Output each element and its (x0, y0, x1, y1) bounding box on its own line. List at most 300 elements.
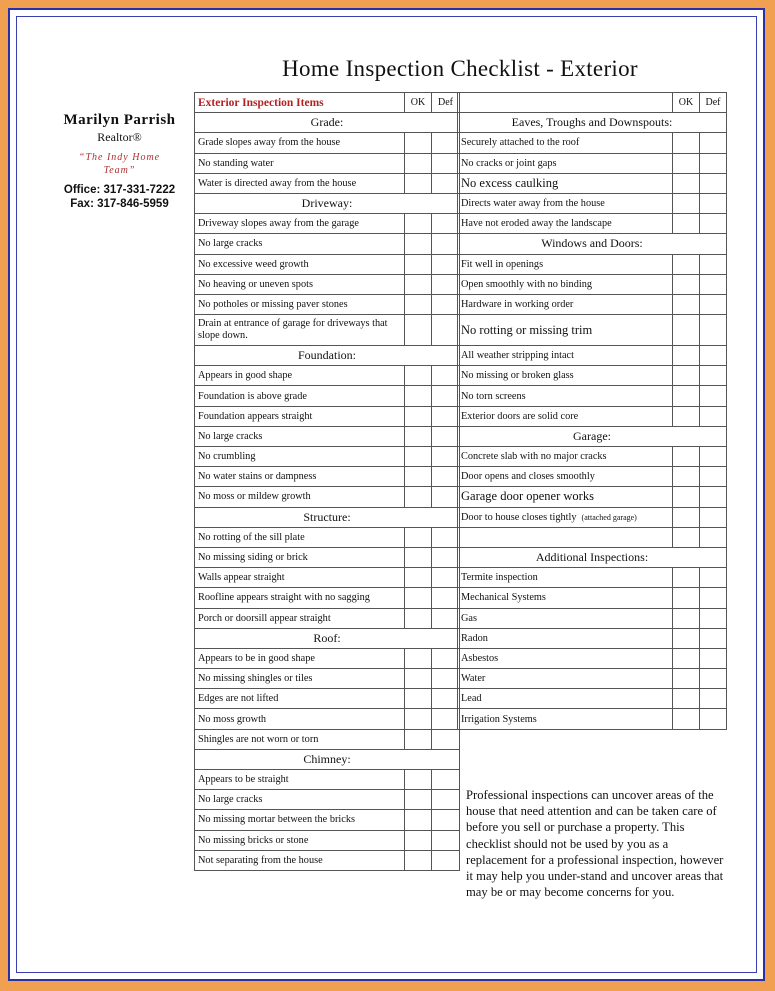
ok-checkbox-cell[interactable] (405, 608, 432, 628)
checklist-row (458, 153, 727, 173)
checklist-item-label (195, 648, 405, 668)
checklist-row (458, 689, 727, 709)
right-checklist-body (458, 113, 727, 729)
checklist-row (458, 133, 727, 153)
def-checkbox-cell[interactable] (432, 568, 460, 588)
right-checklist-table (457, 92, 727, 730)
checklist-row (458, 193, 727, 213)
ok-checkbox-cell[interactable] (673, 568, 700, 588)
ok-checkbox-cell[interactable] (405, 810, 432, 830)
section-header-row (195, 113, 460, 133)
def-checkbox-cell[interactable] (700, 689, 727, 709)
team-name (42, 151, 197, 177)
checklist-item-label (458, 366, 673, 386)
ok-checkbox-cell[interactable] (405, 234, 432, 254)
checklist-item-label (195, 568, 405, 588)
ok-checkbox-cell[interactable] (673, 133, 700, 153)
agent-contact-block (42, 112, 197, 211)
ok-checkbox-cell[interactable] (673, 294, 700, 314)
fax-number: Fax: 317-846-5959 (70, 198, 169, 210)
ok-checkbox-cell[interactable] (405, 850, 432, 870)
checklist-row (458, 346, 727, 366)
item-text: Open smoothly with no binding (461, 278, 592, 290)
ok-checkbox-cell[interactable] (673, 487, 700, 507)
checklist-item-label (195, 729, 405, 749)
checklist-row (195, 274, 460, 294)
checklist-row (458, 366, 727, 386)
item-text: No cracks or joint gaps (461, 157, 557, 169)
def-checkbox-cell[interactable] (700, 628, 727, 648)
checklist-row (458, 406, 727, 426)
section-header-row (195, 193, 460, 213)
checklist-item-label (195, 254, 405, 274)
def-checkbox-cell[interactable] (432, 830, 460, 850)
checklist-item-label (195, 386, 405, 406)
def-checkbox-cell[interactable] (700, 173, 727, 193)
item-text: Walls appear straight (198, 572, 285, 584)
def-checkbox-cell[interactable] (432, 406, 460, 426)
checklist-item-label (458, 527, 673, 547)
item-text: Garage door opener works (461, 489, 594, 504)
checklist-item-label (195, 447, 405, 467)
checklist-row (195, 689, 460, 709)
def-checkbox-cell[interactable] (432, 648, 460, 668)
def-checkbox-cell[interactable] (700, 487, 727, 507)
item-text: Door opens and closes smoothly (461, 471, 595, 483)
ok-checkbox-cell[interactable] (405, 588, 432, 608)
def-checkbox-cell[interactable] (432, 709, 460, 729)
table-title: Exterior Inspection Items (195, 93, 405, 113)
def-checkbox-cell[interactable] (700, 527, 727, 547)
checklist-item-label (458, 628, 673, 648)
disclaimer-note: Professional inspections can uncover areas of the house that need attention and can be taken care of before you sell or purchase a property. This checklist should not be used by you as a replacement for a professional inspection, however it may help you under-stand and uncover areas that may be or may become concerns for you. (466, 788, 724, 900)
item-text: Lead (461, 693, 482, 705)
checklist-row (458, 386, 727, 406)
checklist-row (195, 648, 460, 668)
checklist-row (458, 315, 727, 346)
left-checklist-body (195, 113, 460, 871)
def-checkbox-cell[interactable] (700, 153, 727, 173)
section-header-row (195, 628, 460, 648)
def-checkbox-cell[interactable] (700, 588, 727, 608)
checklist-row (195, 850, 460, 870)
checklist-item-label (458, 254, 673, 274)
checklist-row (195, 173, 460, 193)
checklist-item-label (195, 588, 405, 608)
def-checkbox-cell[interactable] (432, 790, 460, 810)
ok-checkbox-cell[interactable] (405, 770, 432, 790)
ok-checkbox-cell[interactable] (673, 507, 700, 527)
item-text: Grade slopes away from the house (198, 137, 341, 149)
section-title: Chimney: (195, 749, 460, 769)
ok-checkbox-cell[interactable] (673, 346, 700, 366)
item-text: Have not eroded away the landscape (461, 218, 612, 230)
checklist-row (458, 274, 727, 294)
def-checkbox-cell[interactable] (432, 487, 460, 507)
checklist-item-label (195, 608, 405, 628)
ok-checkbox-cell[interactable] (673, 608, 700, 628)
checklist-row (458, 467, 727, 487)
ok-checkbox-cell[interactable] (673, 689, 700, 709)
checklist-item-label (195, 214, 405, 234)
def-checkbox-cell[interactable] (700, 193, 727, 213)
item-text: Gas (461, 612, 478, 624)
ok-checkbox-cell[interactable] (405, 547, 432, 567)
ok-checkbox-cell[interactable] (673, 274, 700, 294)
checklist-row (195, 254, 460, 274)
ok-checkbox-cell[interactable] (405, 386, 432, 406)
item-text: Hardware in working order (461, 298, 574, 310)
item-text: Water (461, 673, 486, 685)
ok-checkbox-cell[interactable] (673, 648, 700, 668)
ok-checkbox-cell[interactable] (673, 406, 700, 426)
def-checkbox-cell[interactable] (432, 588, 460, 608)
section-title: Roof: (195, 628, 460, 648)
checklist-item-label (195, 467, 405, 487)
ok-checkbox-cell[interactable] (673, 315, 700, 346)
checklist-item-label (195, 790, 405, 810)
section-header-row (458, 234, 727, 254)
ok-checkbox-cell[interactable] (673, 173, 700, 193)
item-text: No missing shingles or tiles (198, 673, 313, 685)
checklist-item-label (458, 709, 673, 729)
checklist-row (195, 366, 460, 386)
item-text: Concrete slab with no major cracks (461, 451, 607, 463)
def-checkbox-cell[interactable] (432, 294, 460, 314)
checklist-item-label (458, 689, 673, 709)
section-header-row (458, 547, 727, 567)
ok-checkbox-cell[interactable] (405, 254, 432, 274)
ok-checkbox-cell[interactable] (405, 274, 432, 294)
ok-checkbox-cell[interactable] (405, 648, 432, 668)
checklist-row (458, 254, 727, 274)
item-text: Roofline appears straight with no sagging (198, 592, 370, 604)
checklist-item-label (458, 669, 673, 689)
ok-checkbox-cell[interactable] (405, 406, 432, 426)
def-checkbox-cell[interactable] (700, 294, 727, 314)
ok-checkbox-cell[interactable] (673, 153, 700, 173)
ok-checkbox-cell[interactable] (405, 790, 432, 810)
checklist-item-label (195, 426, 405, 446)
ok-checkbox-cell[interactable] (405, 214, 432, 234)
def-checkbox-cell[interactable] (432, 527, 460, 547)
checklist-row (458, 669, 727, 689)
checklist-item-label (458, 406, 673, 426)
checklist-row (458, 628, 727, 648)
checklist-row (195, 234, 460, 254)
def-checkbox-cell[interactable] (700, 447, 727, 467)
ok-checkbox-cell[interactable] (405, 133, 432, 153)
def-checkbox-cell[interactable] (700, 386, 727, 406)
ok-checkbox-cell[interactable] (673, 588, 700, 608)
def-checkbox-cell[interactable] (700, 648, 727, 668)
section-title: Foundation: (195, 346, 460, 366)
checklist-item-label (458, 193, 673, 213)
def-checkbox-cell[interactable] (700, 366, 727, 386)
item-text: Not separating from the house (198, 854, 323, 866)
def-checkbox-cell[interactable] (432, 770, 460, 790)
item-text: No moss growth (198, 713, 267, 725)
item-text: No excess caulking (461, 175, 559, 190)
ok-checkbox-cell[interactable] (405, 669, 432, 689)
checklist-item-label (195, 709, 405, 729)
def-checkbox-cell[interactable] (432, 467, 460, 487)
def-checkbox-cell[interactable] (700, 254, 727, 274)
checklist-row (458, 527, 727, 547)
checklist-item-label (458, 447, 673, 467)
checklist-row (195, 153, 460, 173)
def-checkbox-cell[interactable] (432, 153, 460, 173)
section-title: Additional Inspections: (458, 547, 727, 567)
ok-checkbox-cell[interactable] (405, 294, 432, 314)
checklist-item-label (458, 173, 673, 193)
item-text: Appears in good shape (198, 370, 293, 382)
agent-role: Realtor® (97, 130, 142, 144)
office-phone: Office: 317-331-7222 (63, 184, 176, 196)
item-text: No moss or mildew growth (198, 491, 311, 503)
section-header-row (458, 113, 727, 133)
ok-checkbox-cell[interactable] (405, 487, 432, 507)
def-checkbox-cell[interactable] (700, 568, 727, 588)
item-text: No excessive weed growth (198, 258, 309, 270)
section-title: Structure: (195, 507, 460, 527)
checklist-item-label (458, 487, 673, 507)
item-text: Radon (461, 632, 488, 644)
item-text: Termite inspection (461, 572, 538, 584)
checklist-row (458, 173, 727, 193)
item-text: Water is directed away from the house (198, 177, 357, 189)
def-checkbox-cell[interactable] (700, 133, 727, 153)
section-header-row (195, 507, 460, 527)
checklist-row (195, 406, 460, 426)
checklist-item-label (195, 689, 405, 709)
item-text: No water stains or dampness (198, 471, 317, 483)
checklist-item-label (195, 274, 405, 294)
checklist-item-label (458, 214, 673, 234)
item-text: No rotting of the sill plate (198, 531, 305, 543)
def-checkbox-cell[interactable] (700, 406, 727, 426)
def-checkbox-cell[interactable] (700, 346, 727, 366)
item-text: No large cracks (198, 430, 263, 442)
section-title: Eaves, Troughs and Downspouts: (458, 113, 727, 133)
checklist-item-label (195, 294, 405, 314)
ok-checkbox-cell[interactable] (673, 366, 700, 386)
def-checkbox-cell[interactable] (700, 507, 727, 527)
def-column-header: Def (432, 93, 460, 113)
ok-checkbox-cell[interactable] (673, 254, 700, 274)
checklist-row (458, 588, 727, 608)
ok-checkbox-cell[interactable] (405, 527, 432, 547)
checklist-item-label (195, 133, 405, 153)
item-text: Driveway slopes away from the garage (198, 218, 359, 230)
def-checkbox-cell[interactable] (432, 689, 460, 709)
ok-checkbox-cell[interactable] (405, 153, 432, 173)
def-checkbox-cell[interactable] (432, 608, 460, 628)
def-checkbox-cell[interactable] (432, 234, 460, 254)
ok-checkbox-cell[interactable] (405, 315, 432, 346)
checklist-item-label (458, 588, 673, 608)
checklist-item-label (458, 467, 673, 487)
ok-checkbox-cell[interactable] (673, 386, 700, 406)
right-header-blank (458, 93, 673, 113)
item-text: Appears to be in good shape (198, 652, 315, 664)
ok-column-header: OK (673, 93, 700, 113)
checklist-item-label (195, 366, 405, 386)
checklist-row (195, 426, 460, 446)
def-checkbox-cell[interactable] (432, 386, 460, 406)
ok-checkbox-cell[interactable] (405, 447, 432, 467)
ok-checkbox-cell[interactable] (405, 568, 432, 588)
def-checkbox-cell[interactable] (700, 274, 727, 294)
left-checklist-table (194, 92, 460, 871)
checklist-row (458, 214, 727, 234)
def-checkbox-cell[interactable] (700, 315, 727, 346)
def-checkbox-cell[interactable] (432, 669, 460, 689)
section-title: Driveway: (195, 193, 460, 213)
ok-checkbox-cell[interactable] (673, 214, 700, 234)
item-text: Door to house closes tightly (461, 511, 577, 523)
checklist-row (195, 770, 460, 790)
ok-checkbox-cell[interactable] (673, 669, 700, 689)
checklist-item-label (195, 234, 405, 254)
section-header-row (458, 426, 727, 446)
checklist-item-label (195, 850, 405, 870)
ok-checkbox-cell[interactable] (673, 193, 700, 213)
section-header-row (195, 346, 460, 366)
ok-checkbox-cell[interactable] (405, 426, 432, 446)
checklist-row (195, 790, 460, 810)
ok-checkbox-cell[interactable] (405, 366, 432, 386)
def-checkbox-cell[interactable] (432, 426, 460, 446)
item-text: Irrigation Systems (461, 713, 537, 725)
checklist-row (458, 447, 727, 467)
ok-checkbox-cell[interactable] (673, 527, 700, 547)
def-checkbox-cell[interactable] (700, 709, 727, 729)
checklist-row (458, 294, 727, 314)
def-checkbox-cell[interactable] (432, 729, 460, 749)
item-text: No rotting or missing trim (461, 323, 593, 338)
checklist-row (195, 467, 460, 487)
checklist-row (195, 608, 460, 628)
team-name-line2: Team” (103, 165, 136, 176)
item-text: No large cracks (198, 238, 263, 250)
checklist-row (195, 729, 460, 749)
checklist-row (195, 830, 460, 850)
item-text: Fit well in openings (461, 258, 544, 270)
item-text: Exterior doors are solid core (461, 410, 579, 422)
def-checkbox-cell[interactable] (432, 547, 460, 567)
item-text: Shingles are not worn or torn (198, 733, 319, 745)
item-text: No crumbling (198, 451, 256, 463)
checklist-item-label (195, 770, 405, 790)
ok-checkbox-cell[interactable] (405, 729, 432, 749)
checklist-item-label (458, 153, 673, 173)
ok-checkbox-cell[interactable] (405, 830, 432, 850)
ok-checkbox-cell[interactable] (673, 447, 700, 467)
checklist-row (195, 315, 460, 346)
checklist-item-label (195, 830, 405, 850)
ok-checkbox-cell[interactable] (673, 628, 700, 648)
def-column-header: Def (700, 93, 727, 113)
def-checkbox-cell[interactable] (432, 133, 460, 153)
checklist-item-label (195, 173, 405, 193)
checklist-item-label (458, 568, 673, 588)
def-checkbox-cell[interactable] (432, 447, 460, 467)
item-text: Appears to be straight (198, 774, 289, 786)
def-checkbox-cell[interactable] (432, 173, 460, 193)
def-checkbox-cell[interactable] (432, 315, 460, 346)
def-checkbox-cell[interactable] (432, 254, 460, 274)
checklist-row (458, 568, 727, 588)
checklist-row (195, 294, 460, 314)
def-checkbox-cell[interactable] (700, 214, 727, 234)
contact-numbers (42, 183, 197, 211)
checklist-row (195, 447, 460, 467)
ok-column-header: OK (405, 93, 432, 113)
checklist-row (195, 386, 460, 406)
checklist-item-label (458, 648, 673, 668)
checklist-item-label (458, 315, 673, 346)
def-checkbox-cell[interactable] (700, 467, 727, 487)
def-checkbox-cell[interactable] (700, 669, 727, 689)
checklist-item-label (458, 274, 673, 294)
checklist-row (195, 588, 460, 608)
section-header-row (195, 749, 460, 769)
checklist-row (195, 547, 460, 567)
def-checkbox-cell[interactable] (432, 214, 460, 234)
ok-checkbox-cell[interactable] (405, 709, 432, 729)
ok-checkbox-cell[interactable] (673, 709, 700, 729)
item-text: Asbestos (461, 652, 499, 664)
def-checkbox-cell[interactable] (432, 810, 460, 830)
item-text: Mechanical Systems (461, 592, 546, 604)
item-text: No torn screens (461, 390, 526, 402)
section-title: Grade: (195, 113, 460, 133)
section-title: Garage: (458, 426, 727, 446)
checklist-item-label (458, 294, 673, 314)
def-checkbox-cell[interactable] (700, 608, 727, 628)
item-text: Directs water away from the house (461, 198, 605, 210)
def-checkbox-cell[interactable] (432, 274, 460, 294)
checklist-row (458, 709, 727, 729)
checklist-row (195, 214, 460, 234)
team-name-line1: “The Indy Home (78, 152, 161, 163)
checklist-item-label (458, 608, 673, 628)
ok-checkbox-cell[interactable] (673, 467, 700, 487)
def-checkbox-cell[interactable] (432, 850, 460, 870)
checklist-row (458, 648, 727, 668)
ok-checkbox-cell[interactable] (405, 689, 432, 709)
item-text: No large cracks (198, 794, 263, 806)
checklist-row (195, 568, 460, 588)
checklist-item-label (458, 133, 673, 153)
item-text: No heaving or uneven spots (198, 278, 313, 290)
ok-checkbox-cell[interactable] (405, 173, 432, 193)
checklist-item-label (458, 346, 673, 366)
item-text: Edges are not lifted (198, 693, 279, 705)
item-text: No missing siding or brick (198, 552, 308, 564)
checklist-item-label (195, 810, 405, 830)
def-checkbox-cell[interactable] (432, 366, 460, 386)
item-text: Foundation is above grade (198, 390, 307, 402)
agent-name: Marilyn Parrish (63, 112, 176, 128)
checklist-row (458, 487, 727, 507)
ok-checkbox-cell[interactable] (405, 467, 432, 487)
item-text: No standing water (198, 157, 274, 169)
item-text: No missing or broken glass (461, 370, 574, 382)
item-text: No missing bricks or stone (198, 834, 309, 846)
checklist-item-label (195, 487, 405, 507)
